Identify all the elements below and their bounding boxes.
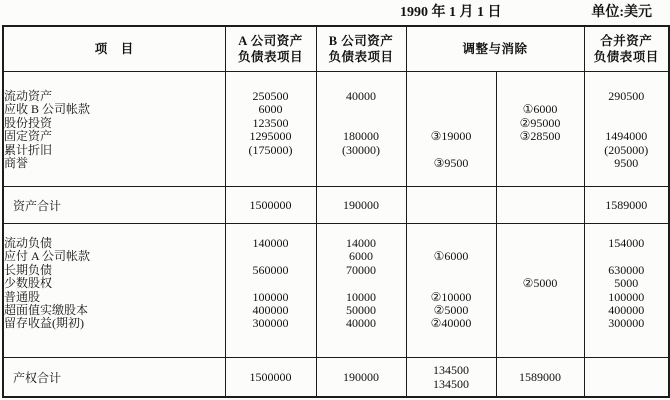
cell-value [497, 90, 584, 103]
cell-value [496, 187, 584, 224]
row-label: 留存收益(期初) [4, 316, 84, 331]
cell-value: ②95000 [519, 115, 561, 130]
cell-value: 190000 [316, 187, 406, 224]
header-item: 项 目 [3, 26, 225, 72]
cell-value: ②40000 [430, 316, 472, 331]
cell-value [226, 250, 316, 263]
cell-value [497, 237, 584, 250]
header-company-b [316, 26, 406, 72]
cell-value [497, 250, 584, 263]
cell-value [226, 157, 316, 170]
cell-value: ③9500 [433, 155, 469, 170]
liabilities-adjust-debit-cell [406, 224, 496, 358]
cell-value: (205000) [604, 142, 649, 157]
row-label: 流动负债 [4, 236, 53, 250]
assets-company-b-cell [316, 72, 406, 187]
cell-value: 1589000 [584, 187, 669, 224]
cell-value: 5000 [614, 276, 639, 291]
cell-value: ②10000 [430, 289, 472, 304]
cell-value: 400000 [252, 302, 289, 317]
cell-value: 400000 [608, 302, 645, 317]
cell-value [497, 304, 584, 317]
cell-value: 9500 [614, 155, 639, 170]
total-equity-adjust-debit-cell [406, 358, 496, 398]
row-label: 商誉 [4, 155, 29, 170]
header-adjustments: 调整与消除 [406, 26, 584, 72]
row-label: 普通股 [4, 289, 41, 304]
cell-value [317, 157, 406, 170]
row-label: 应付 A 公司帐款 [4, 249, 91, 264]
cell-value [406, 187, 496, 224]
liabilities-labels-cell [3, 224, 225, 358]
row-label: 产权合计 [3, 358, 225, 398]
header-line: 负债表项目 [328, 50, 394, 64]
cell-value: 134500 [433, 363, 469, 377]
cell-value [317, 103, 406, 116]
report-date: 1990 年 1 月 1 日 [400, 5, 502, 20]
total-equity-row [3, 358, 669, 398]
cell-value: 14000 [346, 236, 376, 250]
cell-value: 1500000 [225, 358, 316, 398]
header-line: B 公司资产 [328, 34, 394, 48]
unit-label: 单位:美元 [591, 5, 652, 20]
cell-value: 40000 [346, 316, 376, 331]
assets-adjust-debit-cell [406, 72, 496, 187]
cell-value: 10000 [346, 289, 376, 304]
cell-value: (175000) [248, 142, 293, 157]
cell-value [407, 103, 496, 116]
consolidation-worksheet-table [2, 25, 670, 398]
liabilities-company-a-cell [225, 224, 316, 358]
cell-value: (30000) [342, 142, 380, 157]
cell-value [497, 291, 584, 304]
cell-value [317, 117, 406, 130]
cell-value: 250500 [252, 89, 289, 103]
cell-value: 100000 [252, 289, 289, 304]
cell-value: ①6000 [522, 102, 558, 117]
cell-value: 140000 [252, 236, 289, 250]
cell-value: ③28500 [519, 129, 561, 144]
cell-value: 1494000 [605, 129, 648, 144]
cell-value [226, 277, 316, 290]
cell-value: ③19000 [430, 129, 472, 144]
liabilities-company-b-cell [316, 224, 406, 358]
assets-consolidated-cell [584, 72, 669, 187]
cell-value: 1500000 [225, 187, 316, 224]
header-line: 合并资产 [600, 34, 653, 48]
cell-value: 290500 [608, 89, 645, 103]
cell-value [497, 317, 584, 330]
caption [400, 1, 652, 21]
cell-value: 300000 [608, 316, 645, 331]
cell-value [407, 144, 496, 157]
cell-value: 630000 [608, 262, 645, 277]
cell-value [585, 117, 669, 130]
cell-value: 560000 [252, 262, 289, 277]
row-label: 少数股权 [4, 276, 53, 291]
header-line: 负债表项目 [237, 50, 303, 64]
cell-value: 1589000 [496, 358, 584, 398]
cell-value: ①6000 [433, 249, 469, 264]
cell-value: 134500 [433, 377, 469, 391]
cell-value [407, 277, 496, 290]
assets-labels-cell [3, 72, 225, 187]
header-consolidated [584, 26, 669, 72]
cell-value [497, 144, 584, 157]
cell-value: 1295000 [249, 129, 292, 144]
cell-value: ②5000 [522, 276, 558, 291]
cell-value [407, 90, 496, 103]
cell-value [407, 237, 496, 250]
liabilities-adjust-credit-cell [496, 224, 584, 358]
cell-value [497, 264, 584, 277]
cell-value: 300000 [252, 316, 289, 331]
cell-value [584, 358, 669, 398]
row-label: 流动资产 [4, 89, 53, 103]
cell-value: 70000 [346, 262, 376, 277]
row-label: 长期负债 [4, 262, 53, 277]
cell-value: 123500 [252, 115, 289, 130]
header-company-a [225, 26, 316, 72]
header-row [3, 26, 669, 72]
cell-value: 100000 [608, 289, 645, 304]
cell-value: 6000 [349, 249, 373, 264]
header-line: 负债表项目 [593, 50, 659, 64]
header-line: A 公司资产 [238, 34, 303, 48]
row-label: 资产合计 [3, 187, 225, 224]
total-assets-row [3, 187, 669, 224]
assets-company-a-cell [225, 72, 316, 187]
cell-value: 180000 [343, 129, 379, 144]
assets-section-row [3, 72, 669, 187]
row-label: 应收 B 公司帐款 [4, 102, 91, 117]
cell-value: 6000 [258, 102, 283, 117]
cell-value [497, 157, 584, 170]
cell-value: 154000 [608, 236, 645, 250]
cell-value: 40000 [346, 89, 376, 103]
cell-value [317, 277, 406, 290]
cell-value: ②5000 [433, 302, 469, 317]
cell-value [585, 103, 669, 116]
liabilities-section-row [3, 224, 669, 358]
row-label: 累计折旧 [4, 142, 53, 157]
assets-adjust-credit-cell [496, 72, 584, 187]
row-label: 超面值实缴股本 [4, 302, 89, 317]
cell-value [407, 117, 496, 130]
liabilities-consolidated-cell [584, 224, 669, 358]
row-label: 固定资产 [4, 129, 53, 144]
cell-value [585, 250, 669, 263]
cell-value: 50000 [346, 302, 376, 317]
cell-value [407, 264, 496, 277]
cell-value: 190000 [316, 358, 406, 398]
row-label: 股份投资 [4, 115, 53, 130]
